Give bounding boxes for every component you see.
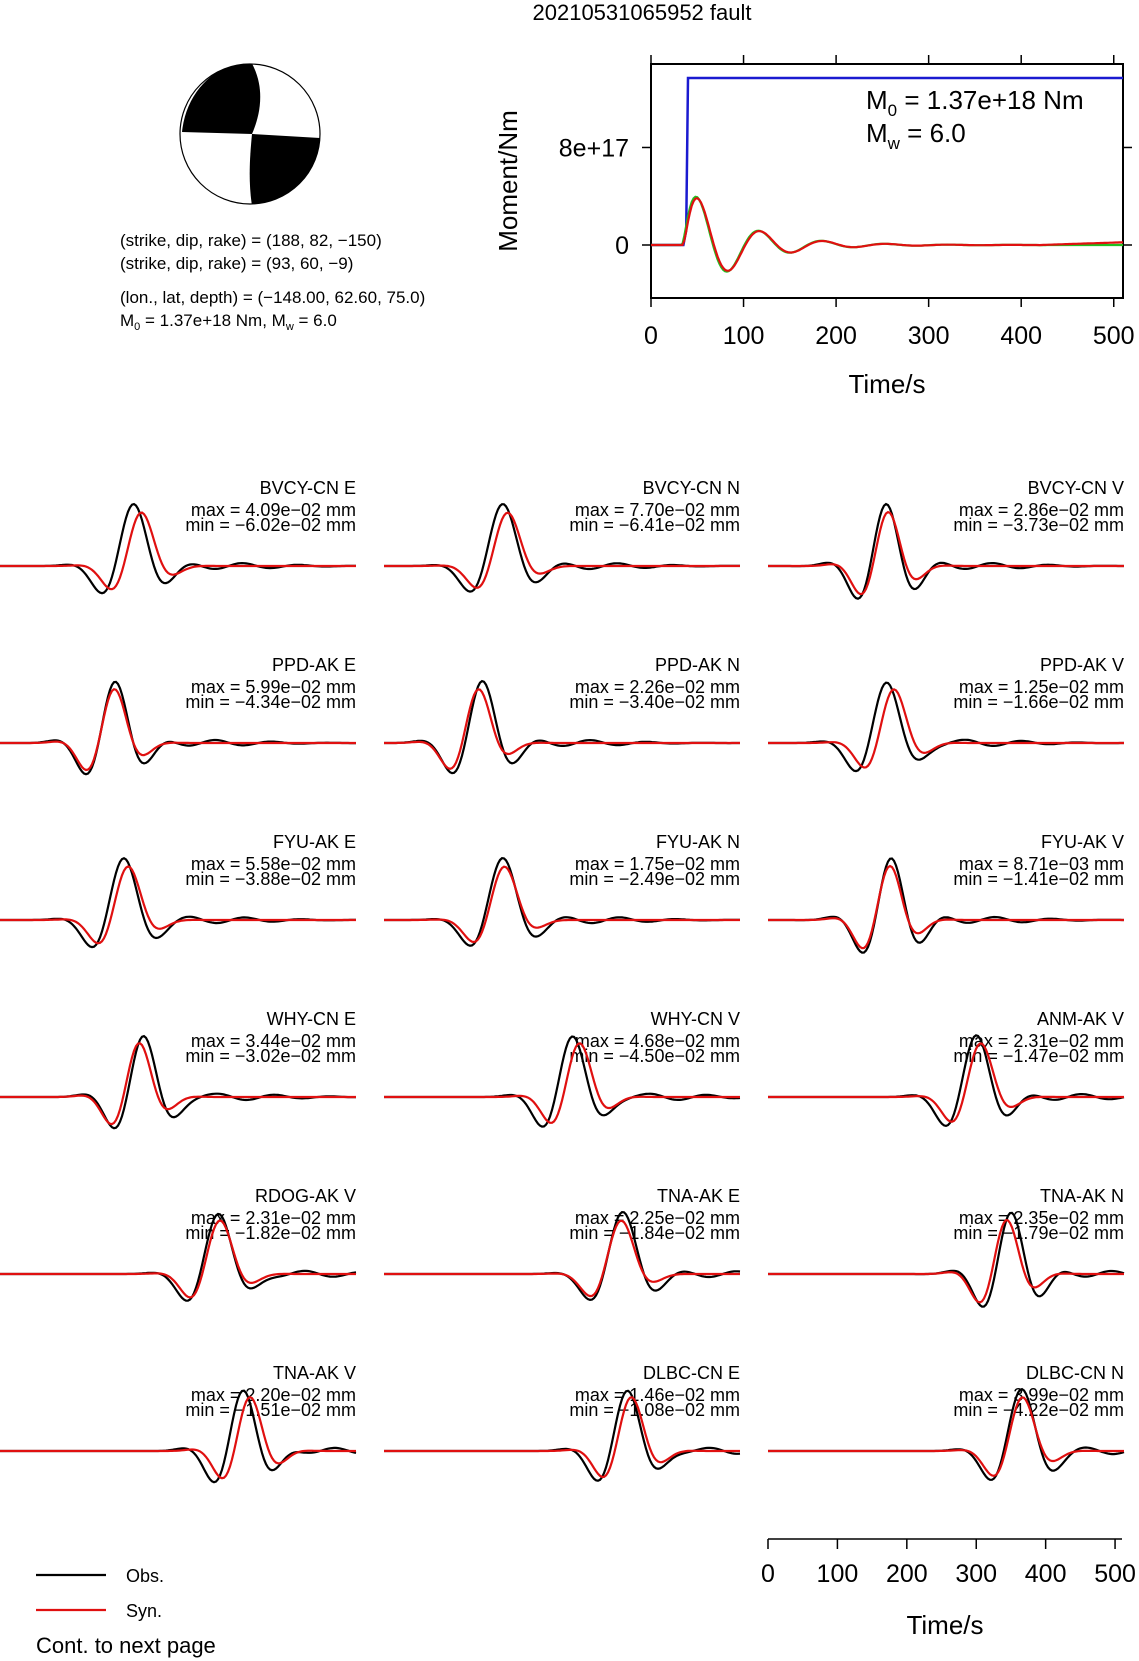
min-amplitude-label: min = −1.41e−02 mm [953,869,1124,889]
station-label: WHY-CN E [266,1009,356,1029]
station-label: PPD-AK V [1039,655,1124,675]
station-label: TNA-AK E [656,1186,740,1206]
min-amplitude-label: min = −6.41e−02 mm [569,515,740,535]
station-label: FYU-AK E [272,832,356,852]
max-amplitude-label: max = 1.46e−02 mm [574,1385,740,1405]
info-line-3: (lon., lat, depth) = (−148.00, 62.60, 75.0) [120,288,426,307]
waveform-panel [384,1363,740,1481]
waveform-panel [768,1363,1124,1480]
min-amplitude-label: min = −1.84e−02 mm [569,1223,740,1243]
station-label: TNA-AK V [272,1363,356,1383]
max-amplitude-label: max = 2.25e−02 mm [574,1208,740,1228]
min-amplitude-label: min = −1.82e−02 mm [185,1223,356,1243]
moment-plot [493,55,1135,399]
waveform-xtick-label: 500 [1094,1560,1136,1588]
waveform-xtick-label: 0 [761,1560,775,1588]
station-label: WHY-CN V [650,1009,740,1029]
station-label: DLBC-CN E [642,1363,740,1383]
max-amplitude-label: max = 8.71e−03 mm [958,854,1124,874]
waveform-xlabel: Time/s [906,1610,984,1640]
waveform-panel [0,478,356,593]
waveform-panels [0,478,1124,1482]
moment-ylabel: Moment/Nm [493,110,523,252]
source-wavelet-red [651,198,1123,271]
moment-xtick-label: 100 [722,322,765,350]
waveform-panel [768,478,1124,599]
max-amplitude-label: max = 2.26e−02 mm [574,677,740,697]
moment-m0-label: $M_0 = 1.37e+18$ Nm [866,85,1084,120]
waveform-panel [768,1186,1124,1307]
min-amplitude-label: min = −4.22e−02 mm [953,1400,1124,1420]
source-wavelet-green [651,197,1123,272]
max-amplitude-label: max = 4.68e−02 mm [574,1031,740,1051]
min-amplitude-label: min = −1.51e−02 mm [185,1400,356,1420]
min-amplitude-label: min = −3.02e−02 mm [185,1046,356,1066]
waveform-panel [0,832,356,947]
moment-xtick-label: 300 [907,322,950,350]
max-amplitude-label: max = 2.31e−02 mm [958,1031,1124,1051]
max-amplitude-label: max = 5.58e−02 mm [190,854,356,874]
waveform-xtick-label: 200 [885,1560,928,1588]
moment-xtick-label: 400 [1000,322,1043,350]
waveform-panel [0,1363,356,1482]
mechanism-info [120,231,425,333]
max-amplitude-label: max = 2.86e−02 mm [958,500,1124,520]
max-amplitude-label: max = 4.09e−02 mm [190,500,356,520]
waveform-panel [0,1186,356,1301]
waveform-xtick-label: 300 [955,1560,998,1588]
max-amplitude-label: max = 3.44e−02 mm [190,1031,356,1051]
moment-xtick-label: 500 [1092,322,1135,350]
min-amplitude-label: min = −1.47e−02 mm [953,1046,1124,1066]
waveform-panel [768,655,1124,771]
min-amplitude-label: min = −1.79e−02 mm [953,1223,1124,1243]
legend [36,1566,164,1621]
info-line-1: (strike, dip, rake) = (188, 82, −150) [120,231,382,250]
legend-syn-label: Syn. [126,1601,163,1621]
station-label: RDOG-AK V [254,1186,356,1206]
station-label: BVCY-CN N [642,478,740,498]
waveform-panel [384,1009,740,1127]
footer-note: Cont. to next page [36,1633,216,1658]
max-amplitude-label: max = 1.25e−02 mm [958,677,1124,697]
min-amplitude-label: min = −6.02e−02 mm [185,515,356,535]
max-amplitude-label: max = 7.70e−02 mm [574,500,740,520]
max-amplitude-label: max = 1.75e−02 mm [574,854,740,874]
moment-xlabel: Time/s [848,369,926,399]
waveform-panel [384,655,740,773]
max-amplitude-label: max = 2.20e−02 mm [190,1385,356,1405]
moment-ytick-label: 8e+17 [558,134,629,163]
min-amplitude-label: min = −3.73e−02 mm [953,515,1124,535]
waveform-panel [768,832,1124,953]
max-amplitude-label: max = 5.99e−02 mm [190,677,356,697]
waveform-panel [384,832,740,946]
waveform-panel [0,1009,356,1128]
max-amplitude-label: max = 2.35e−02 mm [958,1208,1124,1228]
waveform-panel [768,1009,1124,1126]
info-line-2: (strike, dip, rake) = (93, 60, −9) [120,254,354,273]
station-label: BVCY-CN E [259,478,356,498]
moment-mw-label: $M_w = 6.0$ [866,118,966,153]
waveform-panel [0,655,356,774]
min-amplitude-label: min = −1.66e−02 mm [953,692,1124,712]
figure-title: 20210531065952 fault [532,0,752,25]
info-line-4: $M_0 = 1.37e+18$ Nm, $M_w = 6.0$ [120,311,337,333]
beachball-icon [170,54,330,214]
moment-xtick-label: 200 [815,322,857,350]
min-amplitude-label: min = −4.50e−02 mm [569,1046,740,1066]
station-label: DLBC-CN N [1025,1363,1124,1383]
min-amplitude-label: min = −4.34e−02 mm [185,692,356,712]
max-amplitude-label: max = 3.99e−02 mm [958,1385,1124,1405]
max-amplitude-label: max = 2.31e−02 mm [190,1208,356,1228]
station-label: PPD-AK E [271,655,356,675]
moment-xtick-label: 0 [644,322,658,350]
waveform-panel [384,478,740,592]
station-label: TNA-AK N [1039,1186,1124,1206]
station-label: FYU-AK V [1040,832,1124,852]
station-label: PPD-AK N [654,655,740,675]
station-label: BVCY-CN V [1027,478,1124,498]
waveform-xtick-label: 100 [816,1560,859,1588]
min-amplitude-label: min = −3.40e−02 mm [569,692,740,712]
waveform-panel [384,1186,740,1300]
station-label: ANM-AK V [1036,1009,1124,1029]
moment-ytick-label: 0 [615,232,629,260]
min-amplitude-label: min = −3.88e−02 mm [185,869,356,889]
waveform-time-axis [761,1539,1136,1640]
station-label: FYU-AK N [655,832,740,852]
min-amplitude-label: min = −2.49e−02 mm [569,869,740,889]
min-amplitude-label: min = −1.08e−02 mm [569,1400,740,1420]
waveform-xtick-label: 400 [1024,1560,1067,1588]
legend-obs-label: Obs. [126,1566,165,1586]
